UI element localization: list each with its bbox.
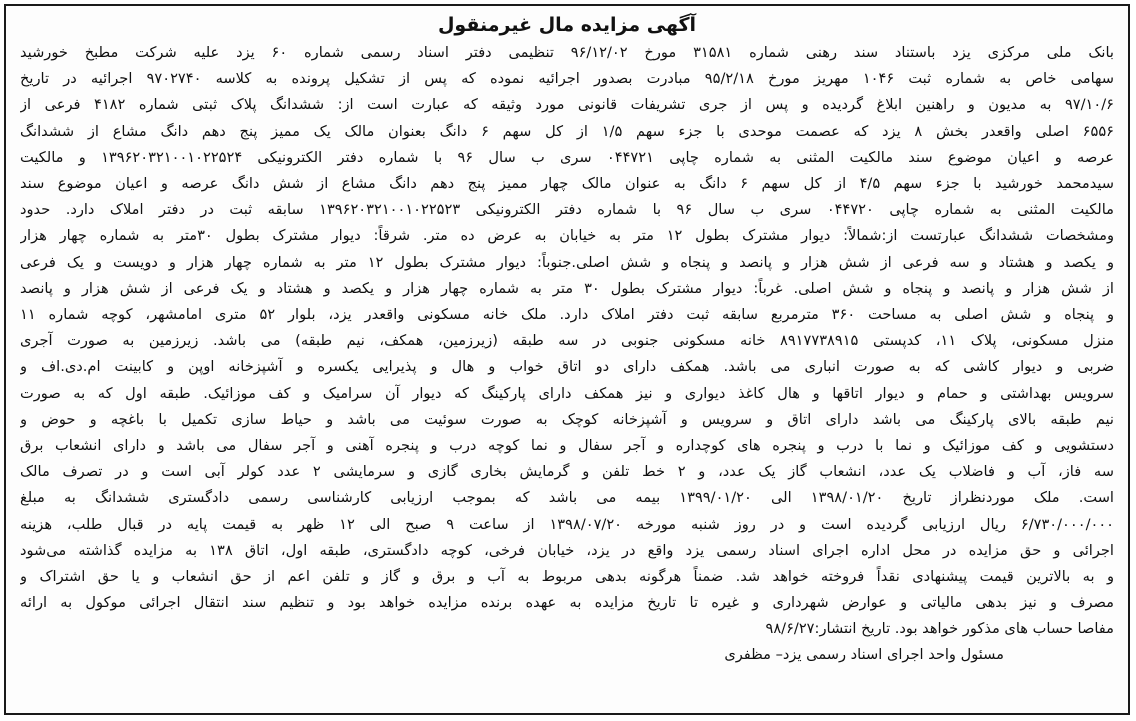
notice-line: ضربی و دیوار کاشی که به صورت انباری می باشد. همکف دارای دو اتاق خواب و هال و پذیرایی یکسره و آشپزخانه اوپن و کابینت ام.دی.اف و	[20, 358, 1114, 376]
notice-body	[20, 40, 1114, 643]
notice-line: سرویس بهداشتی و حمام و دیوار اتاقها و هال کاغذ دیواری و نیز همکف دارای پارکینگ که دیوار آن سرامیک و کف موزائیک. طبقه اول که به صورت	[20, 384, 1114, 402]
notice-line: مالکیت المثنی به شماره چاپی ۰۴۴۷۲۰ سری ب سال ۹۶ با شماره دفتر الکترونیکی ۱۳۹۶۲۰۳۲۱۰۰۱۰۲۲۵۲۳ سابقه ثبت در دفتر املاک دارد. حدود	[20, 201, 1114, 219]
notice-line: ۶/۷۳۰/۰۰۰/۰۰۰ ریال ارزیابی گردیده است و در روز شنبه مورخه ۱۳۹۸/۰۷/۲۰ از ساعت ۹ صبح الی ۱۲ ظهر به قیمت پایه در قبال طلب، هزینه	[20, 515, 1114, 533]
notice-line: اجرائی و حق مزایده در محل اداره اجرای اسناد رسمی یزد واقع در یزد، خیابان فرخی، کوچه دادگستری، طبقه اول، اتاق ۱۳۸ به مزایده گذاشته می‌شود	[20, 541, 1114, 559]
notice-line: و پنجاه و شش اصلی به مساحت ۳۶۰ مترمربع سابقه ثبت دفتر املاک دارد. ملک خانه مسکونی واقعدر یزد، بلوار ۵۲ متری امامشهر، کوچه شماره ۱۱	[20, 306, 1114, 324]
notice-line: نیم طبقه بالای پارکینگ می باشد دارای اتاق و سرویس و آشپزخانه کوچک به صورت سوئیت می باشد و حیاط سازی تکمیل با باغچه و حوض و	[20, 410, 1114, 428]
notice-line: ومشخصات ششدانگ عبارتست از:شمالاً: دیوار مشترک بطول ۱۲ متر به خیابان به عرض ده متر. شرقاً: دیوار مشترک بطول ۳۰متر به شماره چهار هزار	[20, 227, 1114, 245]
notice-line: و به بالاترین قیمت پیشنهادی نقداً فروخته خواهد شد. ضمناً هرگونه بدهی مربوط به آب و برق و گاز و تلفن اعم از حق انشعاب و یا حق اشتراک و	[20, 568, 1114, 586]
signature-row	[20, 643, 1114, 667]
notice-line: است. ملک موردنظراز تاریخ ۱۳۹۸/۰۱/۲۰ الی ۱۳۹۹/۰۱/۲۰ بیمه می باشد که بموجب ارزیابی کارشناسی رسمی دادگستری ششدانگ به مبلغ	[20, 489, 1114, 507]
notice-line: بانک ملی مرکزی یزد باستناد سند رهنی شماره ۳۱۵۸۱ مورخ ۹۶/۱۲/۰۲ تنظیمی دفتر اسناد رسمی شماره ۶۰ یزد علیه شرکت مطبخ خورشید	[20, 44, 1114, 61]
notice-line: و یکصد و هشتاد و سه فرعی از شش هزار و پانصد و پنجاه و شش اصلی.جنوباً: دیوار مشترک بطول ۱۲ متر به شماره چهار هزار و دویست و یک فرعی	[20, 253, 1114, 271]
notice-line-last: مفاصا حساب های مذکور خواهد بود. تاریخ انتشار:۹۸/۶/۲۷	[765, 620, 1114, 638]
notice-line: ۹۷/۱۰/۶ به مدیون و راهنین ابلاغ گردیده و پس از جری تشریفات قانونی مورد وثیقه که عبارت است از: ششدانگ پلاک ثبتی شماره ۴۱۸۲ فرعی از	[20, 96, 1114, 114]
notice-line: سهامی خاص به شماره ثبت ۱۰۴۶ مهریز مورخ ۹۵/۲/۱۸ مبادرت بصدور اجرائیه نموده که پس از تشکیل پرونده به کلاسه ۹۷۰۲۷۴۰ اجرائیه در تاریخ	[20, 70, 1114, 88]
notice-line: سیدمحمد خورشید با جزء سهم ۴/۵ از کل سهم ۶ دانگ به عنوان مالک چهار ممیز پنج دهم دانگ مشاع از شش دانگ عرصه و اعیان موضوع سند	[20, 175, 1114, 193]
notice-line: دستشویی و کف موزائیک و نما با درب و پنجره های کوچداره و آجر سفال و نما کوچه درب و پنجره آهنی و آجر سفال می باشد و دارای انشعاب برق	[20, 437, 1114, 455]
notice-line: از شش هزار و پانصد و پنجاه و شش اصلی. غرباً: دیوار مشترک بطول ۳۰ متر به شماره چهار هزار و یکصد و هشتاد و یک فرعی از شش هزار و پانصد	[20, 279, 1114, 297]
notice-line: منزل مسکونی، پلاک ۱۱، کدپستی ۸۹۱۷۷۳۸۹۱۵ خانه مسکونی جنوبی در سه طبقه (زیرزمین، همکف، نیم طبقه) می باشد. زیرزمین به صورت آجری	[20, 332, 1114, 350]
signature: مسئول واحد اجرای اسناد رسمی یزد– مظفری	[724, 645, 1004, 663]
auction-notice	[4, 4, 1130, 715]
notice-line: سه فاز، آب و فاضلاب یک عدد، انشعاب گاز یک عدد، و ۲ خط تلفن و گرمایش بخاری گازی و سرمایشی ۲ عدد کولر آبی است و در تصرف مالک	[20, 463, 1114, 481]
notice-title: آگهی مزایده مال غیرمنقول	[437, 14, 697, 36]
notice-line: مصرف و نیز بدهی مالیاتی و عوارض شهرداری و غیره تا تاریخ مزایده به عهده برنده مزایده خواهد بود و تنظیم سند انتقال اجرائی موکول به ارائه	[20, 594, 1114, 612]
notice-line: ۶۵۵۶ اصلی واقعدر بخش ۸ یزد که عصمت موحدی با جزء سهم ۱/۵ از کل سهم ۶ دانگ بعنوان مالک یک ممیز پنج دهم دانگ مشاع از ششدانگ	[20, 122, 1114, 140]
notice-line: عرصه و اعیان موضوع سند مالکیت المثنی به شماره چاپی ۰۴۴۷۲۱ سری ب سال ۹۶ با شماره دفتر الکترونیکی ۱۳۹۶۲۰۳۲۱۰۰۱۰۲۲۵۲۴ و مالکیت	[20, 148, 1114, 166]
